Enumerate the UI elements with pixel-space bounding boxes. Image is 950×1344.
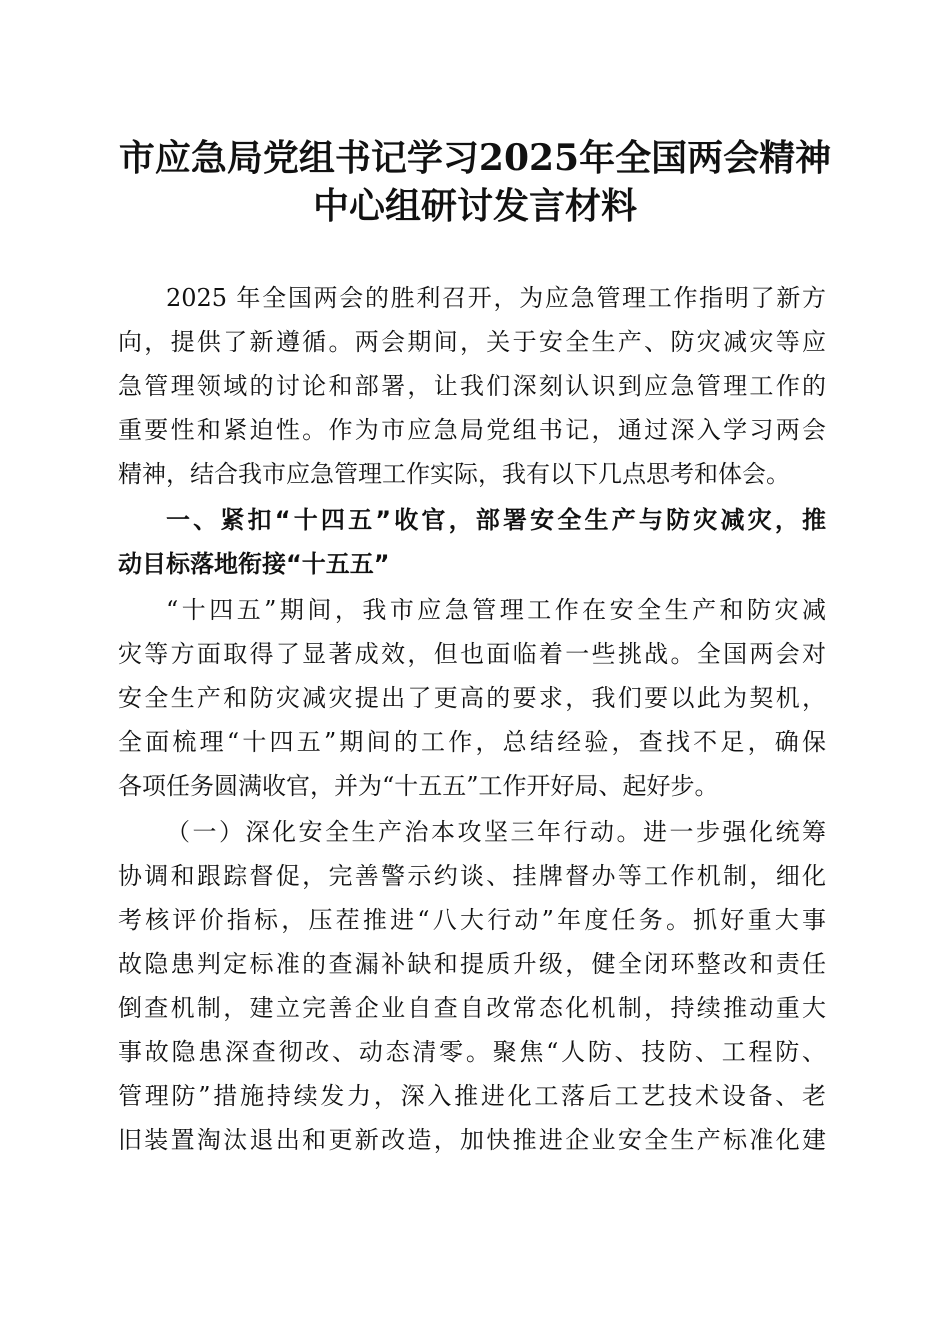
paragraph-3-line: 管理防”措施持续发力，深入推进化工落后工艺技术设备、老 <box>118 1082 826 1110</box>
paragraph-3-line: （一）深化安全生产治本攻坚三年行动。进一步强化统筹 <box>166 818 826 846</box>
paragraph-2-line: 灾等方面取得了显著成效，但也面临着一些挑战。全国两会对 <box>118 640 826 668</box>
paragraph-3-line: 协调和跟踪督促，完善警示约谈、挂牌督办等工作机制，细化 <box>118 862 826 890</box>
paragraph-2-line: 安全生产和防灾减灾提出了更高的要求，我们要以此为契机， <box>118 684 826 712</box>
paragraph-2-line: 各项任务圆满收官，并为“十五五”工作开好局、起好步。 <box>118 772 719 800</box>
document-title-line-2: 中心组研讨发言材料 <box>312 185 637 227</box>
paragraph-2-line: 全面梳理“十四五”期间的工作，总结经验，查找不足，确保 <box>118 728 826 756</box>
paragraph-3-line: 考核评价指标，压茬推进“八大行动”年度任务。抓好重大事 <box>118 906 826 934</box>
paragraph-3-line: 故隐患判定标准的查漏补缺和提质升级，健全闭环整改和责任 <box>118 950 826 978</box>
paragraph-1-line: 急管理领域的讨论和部署，让我们深刻认识到应急管理工作的 <box>118 372 826 400</box>
paragraph-3-line: 事故隐患深查彻改、动态清零。聚焦“人防、技防、工程防、 <box>118 1038 826 1066</box>
section-heading-1-line: 动目标落地衔接“十五五” <box>118 550 390 578</box>
section-heading-1-line: 一、紧扣“十四五”收官，部署安全生产与防灾减灾，推 <box>166 506 826 534</box>
document-title-line-1: 市应急局党组书记学习2025年全国两会精神 <box>118 137 832 179</box>
paragraph-1-line: 重要性和紧迫性。作为市应急局党组书记，通过深入学习两会 <box>118 416 826 444</box>
paragraph-1-line: 2025 年全国两会的胜利召开，为应急管理工作指明了新方 <box>166 284 826 312</box>
paragraph-3-line: 旧装置淘汰退出和更新改造，加快推进企业安全生产标准化建 <box>118 1126 826 1154</box>
paragraph-2-line: “十四五”期间，我市应急管理工作在安全生产和防灾减 <box>166 596 826 624</box>
paragraph-1-line: 精神，结合我市应急管理工作实际，我有以下几点思考和体会。 <box>118 460 790 488</box>
paragraph-1-line: 向，提供了新遵循。两会期间，关于安全生产、防灾减灾等应 <box>118 328 826 356</box>
paragraph-3-line: 倒查机制，建立完善企业自查自改常态化机制，持续推动重大 <box>118 994 826 1022</box>
